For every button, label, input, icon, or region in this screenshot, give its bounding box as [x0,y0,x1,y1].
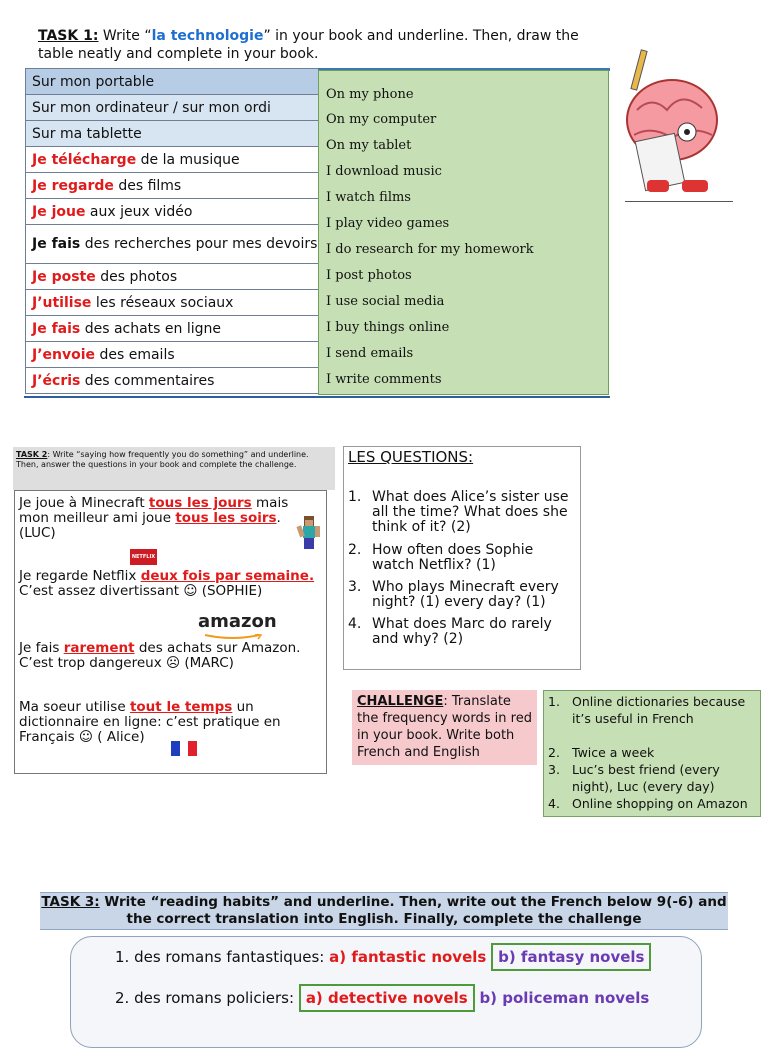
french-cell: Sur mon portable [26,69,320,95]
question-item: 1. What does Alice’s sister use all the time? What does she think of it? (2) [348,489,569,535]
text-alice: Ma soeur utilise tout le temps un dictionnaire en ligne: c’est pratique en Français ☺ ( Alice) [19,699,281,745]
task3-instructions: TASK 3: Write “reading habits” and underline. Then, write out the French below 9(-6) and the correct translation into English. Finally, complete the challenge [40,892,728,930]
french-cell: Je télécharge de la musique [26,147,320,173]
english-line: I play video games [326,216,450,231]
amazon-logo: amazon [198,611,277,632]
french-row [26,342,320,368]
french-row [26,95,320,121]
french-row [26,316,320,342]
option-a: a) fantastic novels [329,948,487,966]
text-marc: Je fais rarement des achats sur Amazon. C’est trop dangereux ☹ (MARC) [19,640,301,671]
french-flag-icon [171,741,197,756]
french-cell: J’écris des commentaires [26,368,320,394]
table-bottom-rule [24,396,610,398]
english-line: I use social media [326,294,445,309]
option-a-circled: a) detective novels [299,984,475,1012]
english-line: On my tablet [326,138,412,153]
task1-label: TASK 1: [38,28,99,44]
answers-box [543,690,761,817]
french-row [26,199,320,225]
english-translation-box [318,70,609,395]
english-line: I post photos [326,268,412,283]
french-cell: Je fais des recherches pour mes devoirs [26,225,320,264]
question-item: 4. What does Marc do rarely and why? (2) [348,616,552,647]
task1-instructions: TASK 1: Write “la technologie” in your book and underline. Then, draw the table neatly and complete in your book. [38,28,579,62]
english-line: I do research for my homework [326,242,534,257]
english-line: I write comments [326,372,442,387]
english-line: On my phone [326,87,414,102]
brain-divider [625,201,733,202]
french-vocab-table [25,68,320,394]
answer-item: 2. Twice a week [548,745,655,760]
english-line: I download music [326,164,442,179]
task1-highlight: la technologie [151,28,264,44]
task3-item-2: 2. des romans policiers: a) detective novels b) policeman novels [115,989,649,1007]
french-cell: Sur mon ordinateur / sur mon ordi [26,95,320,121]
netflix-logo: NETFLIX [130,549,157,565]
minecraft-character-icon [296,516,322,550]
french-row [26,225,320,264]
french-cell: Sur ma tablette [26,121,320,147]
french-cell: J’utilise les réseaux sociaux [26,290,320,316]
option-b-circled: b) fantasy novels [491,943,651,971]
brain-character-icon [622,40,737,205]
english-line: I send emails [326,346,414,361]
option-b: b) policeman novels [479,989,650,1007]
english-line: I buy things online [326,320,450,335]
answer-item: 4. Online shopping on Amazon [548,796,748,811]
question-item: 3. Who plays Minecraft every night? (1) every day? (1) [348,579,559,610]
french-cell: J’envoie des emails [26,342,320,368]
french-row [26,173,320,199]
french-row [26,264,320,290]
amazon-smile-icon [203,634,263,640]
challenge-box: CHALLENGE: Translate the frequency words in red in your book. Write both French and English [352,690,537,765]
french-row [26,147,320,173]
french-cell: Je regarde des films [26,173,320,199]
answer-item: 1. Online dictionaries because it’s useful in French [548,694,746,726]
question-item: 2. How often does Sophie watch Netflix? (1) [348,542,534,573]
task2-label: TASK 2 [16,450,48,459]
answer-item: 3. Luc’s best friend (every night), Luc (every day) [548,762,720,794]
task2-instructions: TASK 2: Write “saying how frequently you do something” and underline. Then, answer the questions in your book and complete the challenge. [13,447,335,490]
task3-label: TASK 3: [41,894,100,910]
questions-title: LES QUESTIONS: [348,448,474,466]
text-luc: Je joue à Minecraft tous les jours mais mon meilleur ami joue tous les soirs. (LUC) [19,495,289,541]
french-row [26,368,320,394]
english-line: I watch films [326,190,411,205]
task3-item-1: 1. des romans fantastiques: a) fantastic novels b) fantasy novels [115,948,651,966]
french-cell: Je joue aux jeux vidéo [26,199,320,225]
english-line: On my computer [326,112,437,127]
french-row [26,121,320,147]
french-cell: Je fais des achats en ligne [26,316,320,342]
french-row [26,69,320,95]
text-sophie: Je regarde Netflix deux fois par semaine. C’est assez divertissant ☺ (SOPHIE) [19,568,315,599]
french-cell: Je poste des photos [26,264,320,290]
french-row [26,290,320,316]
challenge-label: CHALLENGE [357,694,444,709]
